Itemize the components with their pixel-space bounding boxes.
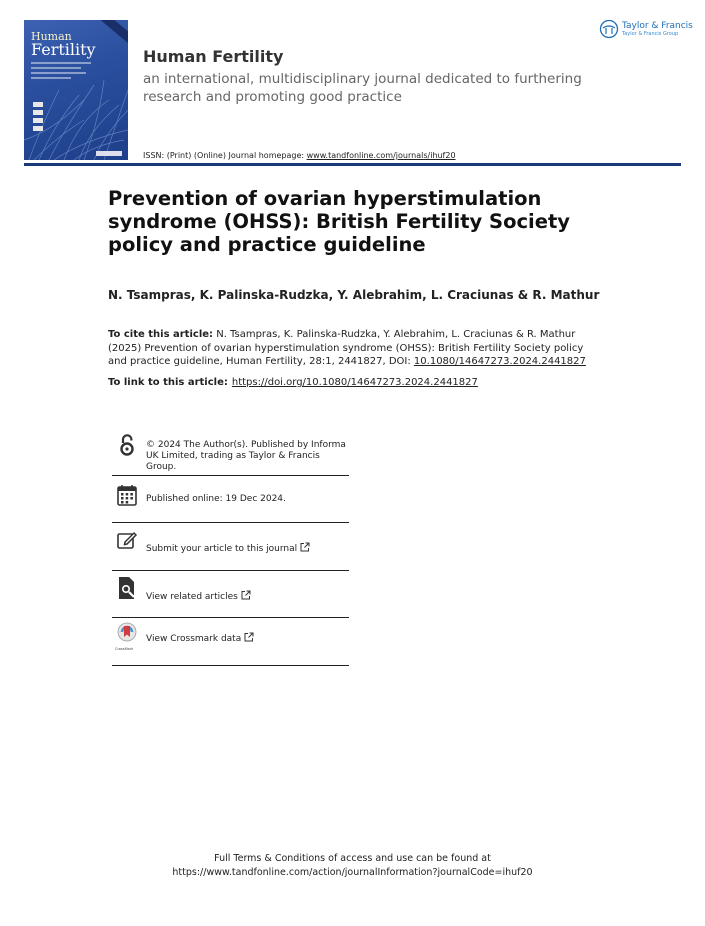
- link-to-label: To link to this article:: [108, 377, 228, 388]
- footer-terms-link[interactable]: https://www.tandfonline.com/action/journalInformation?journalCode=ihuf20: [172, 866, 533, 878]
- external-link-icon: [244, 632, 254, 642]
- published-online-row: [112, 476, 349, 524]
- footer: [0, 852, 705, 879]
- calendar-icon: [116, 483, 138, 507]
- submit-article-link[interactable]: [146, 542, 351, 555]
- link-to-article: [108, 377, 478, 388]
- cover-title-line2: Fertility: [31, 40, 96, 59]
- citation-block: [108, 328, 603, 369]
- crossmark-label: View Crossmark data: [146, 634, 242, 644]
- related-articles-link[interactable]: [146, 590, 351, 603]
- journal-cover-image: [24, 20, 128, 160]
- issn-prefix: ISSN: (Print) (Online) Journal homepage:: [143, 151, 307, 160]
- edit-icon: [116, 529, 138, 553]
- crossmark-link[interactable]: [146, 632, 351, 645]
- related-articles-row[interactable]: [112, 571, 349, 619]
- crossmark-icon-label: CrossMark: [115, 647, 134, 651]
- journal-description: an international, multidisciplinary journal dedicated to furthering research and promoting good practice: [143, 71, 582, 105]
- crossmark-row[interactable]: [112, 618, 349, 666]
- published-online-text: Published online: 19 Dec 2024.: [146, 493, 286, 504]
- external-link-icon: [300, 542, 310, 552]
- publisher-group: Taylor & Francis Group: [622, 31, 679, 37]
- issn-line: [143, 151, 456, 160]
- copyright-text: © 2024 The Author(s). Published by Informa UK Limited, trading as Taylor & Francis Group.: [146, 440, 346, 472]
- submit-article-row[interactable]: [112, 523, 349, 571]
- publisher-logo[interactable]: [599, 19, 693, 39]
- crossmark-icon: [116, 622, 138, 650]
- header-divider: [24, 163, 681, 166]
- open-access-row: [112, 428, 349, 476]
- article-title: Prevention of ovarian hyperstimulation syndrome (OHSS): British Fertility Society policy and practice guideline: [108, 187, 570, 256]
- open-access-icon: [116, 433, 138, 457]
- cover-title-line1: Human: [31, 30, 72, 43]
- article-authors: N. Tsampras, K. Palinska-Rudzka, Y. Alebrahim, L. Craciunas & R. Mathur: [108, 288, 600, 302]
- article-doi-link[interactable]: https://doi.org/10.1080/14647273.2024.2441827: [231, 377, 478, 388]
- journal-homepage-link[interactable]: www.tandfonline.com/journals/ihuf20: [306, 151, 456, 160]
- citation-doi-link[interactable]: 10.1080/14647273.2024.2441827: [413, 356, 586, 367]
- external-link-icon: [241, 590, 251, 600]
- search-document-icon: [116, 576, 138, 600]
- article-info-panel: [112, 428, 349, 666]
- citation-label: To cite this article:: [108, 329, 214, 340]
- submit-article-label: Submit your article to this journal: [146, 544, 298, 554]
- related-articles-label: View related articles: [146, 591, 238, 602]
- journal-name: Human Fertility: [143, 47, 284, 66]
- citation-text: N. Tsampras, K. Palinska-Rudzka, Y. Alebrahim, L. Craciunas & R. Mathur (2025) Prevention of ovarian hyperstimulation syndrome (OHSS): British Fertility Society policy and practice guideline, Human Fertility, 28:1, 2441827, DOI:: [108, 329, 584, 367]
- publisher-name: Taylor & Francis: [622, 21, 693, 31]
- taylor-francis-logo-icon: [599, 19, 619, 39]
- footer-terms-text: Full Terms & Conditions of access and use can be found at: [214, 853, 491, 864]
